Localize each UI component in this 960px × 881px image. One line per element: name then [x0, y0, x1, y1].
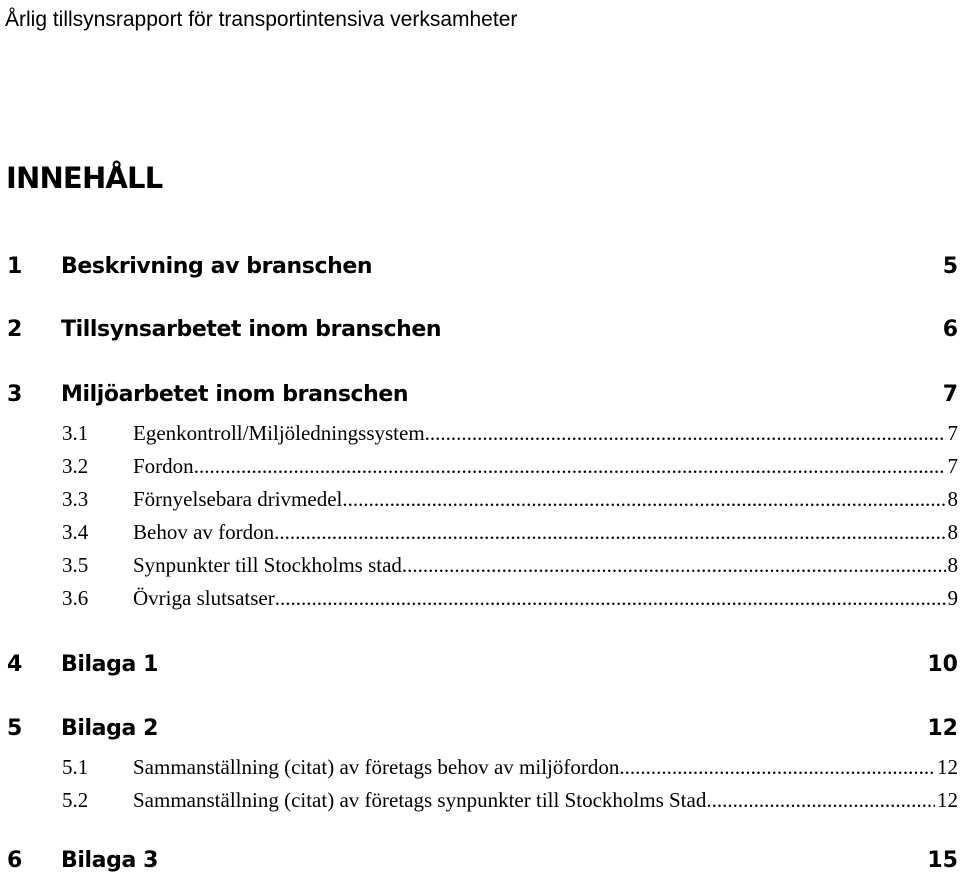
toc-entry-number: 1 [7, 254, 22, 279]
toc-entry-title: Fordon [133, 454, 194, 478]
toc-entry-title: Bilaga 2 [61, 716, 159, 741]
toc-entry-page: 7 [947, 454, 958, 478]
toc-entry-page: 8 [947, 520, 958, 544]
toc-entry-page: 8 [947, 487, 958, 511]
document-header: Årlig tillsynsrapport för transportintensiva verksamheter [5, 8, 518, 31]
dot-leader [274, 518, 945, 546]
toc-entry-page: 12 [937, 788, 958, 812]
dot-leader [348, 485, 946, 513]
toc-entry-page: 15 [927, 848, 958, 873]
toc-entry-page: 7 [947, 421, 958, 445]
toc-entry-title: Miljöarbetet inom branschen [61, 382, 409, 407]
toc-entry-title: Behov av fordon [133, 520, 275, 544]
toc-entry-number: 5.1 [62, 755, 89, 779]
toc-entry-title: Egenkontroll/Miljöledningssystem [133, 421, 425, 445]
toc-entry-title: Sammanställning (citat) av företags synpunkter till Stockholms Stad [133, 788, 707, 812]
dot-leader [425, 419, 946, 447]
toc-entry-title: Bilaga 3 [61, 848, 159, 873]
toc-entry-title: Sammanställning (citat) av företags behov av miljöfordon [133, 755, 620, 779]
toc-entry-number: 3.1 [62, 421, 89, 445]
toc-entry-title: Övriga slutsatser [133, 586, 275, 610]
toc-entry-page: 12 [937, 755, 958, 779]
dot-leader [706, 786, 935, 814]
toc-entry-page: 6 [942, 317, 958, 342]
toc-entry-title: Tillsynsarbetet inom branschen [61, 317, 442, 342]
toc-entry-title: Synpunkter till Stockholms stad. [133, 553, 408, 577]
dot-leader [407, 551, 945, 579]
toc-entry-number: 3.5 [62, 553, 89, 577]
toc-entry-number: 2 [7, 317, 22, 342]
toc-entry-page: 8 [947, 553, 958, 577]
toc-entry-number: 3.6 [62, 586, 89, 610]
toc-entry-number: 4 [7, 652, 22, 677]
toc-entry-title: Beskrivning av branschen [61, 254, 373, 279]
toc-entry-number: 3 [7, 382, 22, 407]
toc-entry-page: 12 [927, 716, 958, 741]
toc-entry-number: 3.2 [62, 454, 89, 478]
toc-entry-number: 5 [7, 716, 22, 741]
toc-heading: INNEHÅLL [6, 161, 163, 195]
dot-leader [275, 584, 946, 612]
toc-entry-page: 5 [942, 254, 958, 279]
toc-entry-page: 7 [942, 382, 958, 407]
toc-entry-title: Förnyelsebara drivmedel. [133, 487, 348, 511]
toc-entry-page: 9 [947, 586, 958, 610]
dot-leader [194, 452, 946, 480]
toc-entry-number: 3.3 [62, 487, 89, 511]
dot-leader [619, 753, 935, 781]
toc-entry-number: 6 [7, 848, 22, 873]
toc-entry-number: 5.2 [62, 788, 89, 812]
toc-entry-title: Bilaga 1 [61, 652, 159, 677]
toc-entry-number: 3.4 [62, 520, 89, 544]
toc-entry-page: 10 [927, 652, 958, 677]
